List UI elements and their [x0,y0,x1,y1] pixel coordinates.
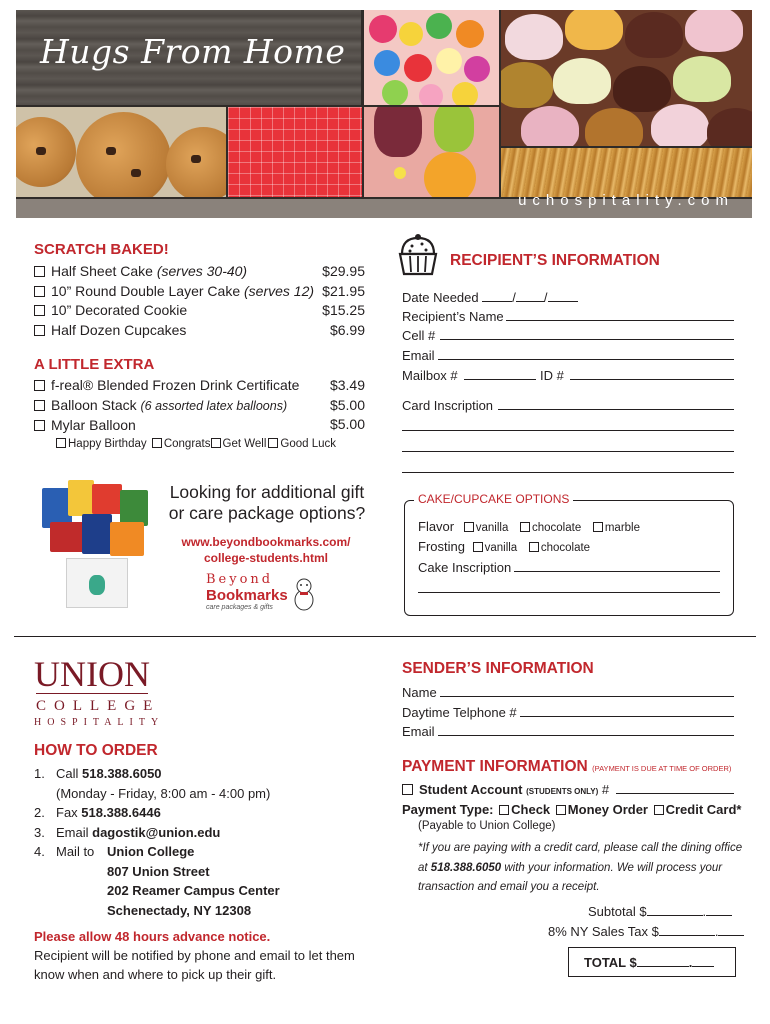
wheat-photo [501,148,752,197]
checkbox[interactable] [34,420,45,431]
wood-panel [16,10,361,105]
gift-basket-image [40,478,152,610]
dog-icon [292,576,316,612]
cell-field[interactable]: Cell # [402,328,436,343]
extra-price: $3.49 [329,377,365,393]
order-step: 4. Mail to Union College [34,844,195,859]
scratch-item: Half Sheet Cake (serves 30-40) [34,262,379,282]
scratch-price: $15.25 [322,302,365,318]
cupcakes-photo [501,10,752,146]
checkbox[interactable] [211,438,221,448]
extra-price: $5.00 [329,396,365,413]
beyond-bookmarks-logo: Beyond Bookmarks care packages & gifts [206,572,326,616]
date-needed-field[interactable]: Date Needed / / [402,288,578,308]
checkbox[interactable] [34,305,45,316]
checkbox[interactable] [34,400,45,411]
recipient-email-field[interactable]: Email [402,348,435,363]
credit-card-note: *If you are paying with a credit card, please call the dining office at 518.388.6050 with your information. We will process your transaction and email you a receipt. [418,842,743,893]
checkbox[interactable] [34,266,45,277]
subtotal-field[interactable]: Subtotal $ . [588,902,732,922]
checkbox[interactable] [56,438,66,448]
gift-link[interactable]: www.beyondbookmarks.com/ college-students.html [181,535,351,565]
header-banner [16,10,752,218]
recipient-name-field[interactable]: Recipient’s Name [402,309,504,324]
scratch-item: Half Dozen Cupcakes [34,321,379,341]
section-divider [14,636,756,637]
checkbox[interactable] [473,542,483,552]
red-tile-photo [228,107,362,197]
checkbox[interactable] [268,438,278,448]
checkbox[interactable] [654,805,664,815]
checkbox[interactable] [520,522,530,532]
checkbox[interactable] [556,805,566,815]
order-step: 1. Call 518.388.6050 [34,766,162,781]
sender-name-field[interactable]: Name [402,685,437,700]
order-step: 2. Fax 518.388.6446 [34,805,161,820]
drinks-photo [364,107,499,197]
frosting-row: Frosting vanilla chocolate [418,539,591,554]
gift-box [66,558,128,608]
extra-price: $5.00 [329,416,365,432]
scratch-item: 10” Round Double Layer Cake (serves 12) [34,282,379,302]
recipient-heading: RECIPIENT’S INFORMATION [450,252,660,269]
cupcake-icon [398,232,438,276]
id-field[interactable]: ID # [540,368,564,383]
tax-field[interactable]: 8% NY Sales Tax $ . [548,922,744,942]
cake-inscription-field[interactable]: Cake Inscription [418,560,512,575]
advance-notice: Please allow 48 hours advance notice. [34,929,271,944]
extra-item: Balloon Stack (6 assorted latex balloons) [34,396,379,417]
payment-heading: PAYMENT INFORMATION (PAYMENT IS DUE AT TIME OF ORDER) [402,758,732,775]
order-heading: HOW TO ORDER [34,742,158,759]
mailbox-field[interactable]: Mailbox # [402,368,458,383]
extra-item: Mylar Balloon [34,416,379,436]
cookies-photo [16,107,226,197]
scratch-price: $21.95 [322,282,365,299]
payable-note: (Payable to Union College) [418,820,556,832]
extra-heading: A LITTLE EXTRA [34,356,155,373]
flavor-row: Flavor vanilla chocolate marble [418,519,640,534]
order-steps: 1. Call 518.388.6050 (Monday - Friday, 8:00 am - 4:00 pm) 2. Fax 518.388.6446 3. Email dagostik@union.edu 4. Mail to Union College 807 Union Street 202 Reamer Campus Center Schenectady, NY 12308 [34,766,280,918]
sender-email-field[interactable]: Email [402,724,435,739]
brand-title: Hugs From Home [40,32,346,71]
payment-type-row: Payment Type: Check Money Order Credit Card* [402,802,742,817]
total-field[interactable]: TOTAL $ . [584,953,714,973]
checkbox[interactable] [34,286,45,297]
checkbox[interactable] [152,438,162,448]
student-account-field[interactable]: Student Account (STUDENTS ONLY) # [402,780,609,802]
extra-item: f-real® Blended Frozen Drink Certificate [34,376,379,396]
checkbox[interactable] [529,542,539,552]
gift-headline: Looking for additional gift or care package options? [168,482,366,523]
checkbox[interactable] [593,522,603,532]
checkbox[interactable] [34,380,45,391]
scratch-price: $6.99 [329,321,365,338]
sender-heading: SENDER’S INFORMATION [402,660,594,677]
checkbox[interactable] [34,325,45,336]
scratch-heading: SCRATCH BAKED! [34,241,169,258]
sender-phone-field[interactable]: Daytime Telphone # [402,705,517,720]
scratch-item: 10” Decorated Cookie [34,301,379,321]
card-inscription-field[interactable]: Card Inscription [402,398,494,413]
checkbox[interactable] [464,522,474,532]
balloon-options: Happy Birthday Congrats Get Well Good Luck [56,438,336,450]
scratch-price: $29.95 [322,263,365,279]
checkbox[interactable] [402,784,413,795]
checkbox[interactable] [499,805,509,815]
order-step: 3. Email dagostik@union.edu [34,824,221,840]
cake-options-legend: CAKE/CUPCAKE OPTIONS [414,492,573,506]
website-url: uchospitality.com [518,192,734,209]
candy-photo [364,10,499,105]
union-college-logo: UNION COLLEGE HOSPITALITY [34,654,165,728]
pickup-note: Recipient will be notified by phone and email to let them know when and where to pick up their gift. [34,948,355,982]
